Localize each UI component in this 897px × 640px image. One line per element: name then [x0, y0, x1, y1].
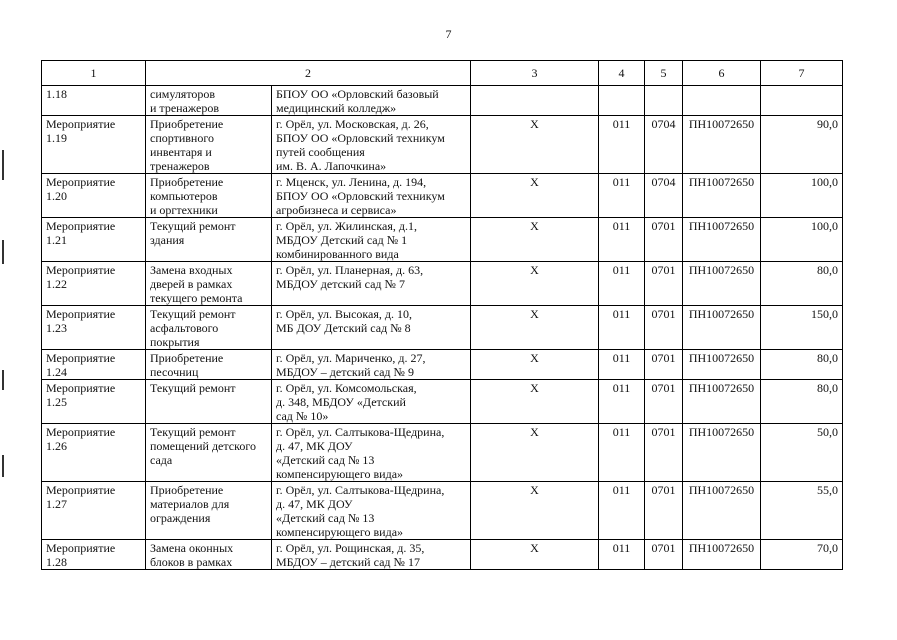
x-cell: Х [471, 218, 599, 262]
code-cell: 011 [599, 174, 645, 218]
event-name-cell: Приобретение материалов для ограждения [146, 482, 272, 540]
amount-cell: 80,0 [761, 350, 843, 380]
address-cell: г. Орёл, ул. Комсомольская, д. 348, МБДОУ «Детский сад № 10» [272, 380, 471, 424]
code-cell: 011 [599, 306, 645, 350]
address-cell: г. Орёл, ул. Жилинская, д.1, МБДОУ Детский сад № 1 комбинированного вида [272, 218, 471, 262]
table-row [42, 350, 843, 380]
event-id-cell: Мероприятие 1.23 [42, 306, 146, 350]
code-cell: 011 [599, 116, 645, 174]
table-row [42, 218, 843, 262]
column-header: 4 [599, 61, 645, 86]
section-code-cell: 0704 [645, 174, 683, 218]
event-id-cell: Мероприятие 1.25 [42, 380, 146, 424]
target-code-cell: ПН10072650 [683, 262, 761, 306]
event-id-cell: Мероприятие 1.22 [42, 262, 146, 306]
event-name-cell: Приобретение песочниц [146, 350, 272, 380]
event-name-cell: Текущий ремонт [146, 380, 272, 424]
table-header-row [42, 61, 843, 86]
amount-cell: 70,0 [761, 540, 843, 570]
code-cell [599, 86, 645, 116]
scan-mark [2, 240, 4, 264]
target-code-cell: ПН10072650 [683, 482, 761, 540]
x-cell [471, 86, 599, 116]
target-code-cell: ПН10072650 [683, 350, 761, 380]
amount-cell: 55,0 [761, 482, 843, 540]
x-cell: Х [471, 380, 599, 424]
event-name-cell: Приобретение спортивного инвентаря и тренажеров [146, 116, 272, 174]
section-code-cell: 0701 [645, 482, 683, 540]
address-cell: г. Орёл, ул. Салтыкова-Щедрина, д. 47, МК ДОУ «Детский сад № 13 компенсирующего вида» [272, 424, 471, 482]
address-cell: г. Орёл, ул. Московская, д. 26, БПОУ ОО «Орловский техникум путей сообщения им. В. А. Лапочкина» [272, 116, 471, 174]
amount-cell: 50,0 [761, 424, 843, 482]
code-cell: 011 [599, 482, 645, 540]
section-code-cell: 0701 [645, 540, 683, 570]
table-row [42, 482, 843, 540]
scan-mark [2, 150, 4, 180]
code-cell: 011 [599, 262, 645, 306]
x-cell: Х [471, 350, 599, 380]
x-cell: Х [471, 540, 599, 570]
target-code-cell: ПН10072650 [683, 424, 761, 482]
x-cell: Х [471, 424, 599, 482]
amount-cell: 100,0 [761, 174, 843, 218]
column-header: 5 [645, 61, 683, 86]
code-cell: 011 [599, 540, 645, 570]
event-name-cell: Текущий ремонт здания [146, 218, 272, 262]
event-id-cell: Мероприятие 1.24 [42, 350, 146, 380]
target-code-cell: ПН10072650 [683, 540, 761, 570]
amount-cell: 100,0 [761, 218, 843, 262]
table-row [42, 380, 843, 424]
table-row [42, 306, 843, 350]
event-name-cell: Приобретение компьютеров и оргтехники [146, 174, 272, 218]
section-code-cell: 0701 [645, 350, 683, 380]
budget-table [41, 60, 843, 570]
event-name-cell: Замена оконных блоков в рамках [146, 540, 272, 570]
column-header: 2 [146, 61, 471, 86]
column-header: 3 [471, 61, 599, 86]
scan-mark [2, 370, 4, 390]
amount-cell [761, 86, 843, 116]
column-header: 1 [42, 61, 146, 86]
address-cell: г. Мценск, ул. Ленина, д. 194, БПОУ ОО «Орловский техникум агробизнеса и сервиса» [272, 174, 471, 218]
section-code-cell: 0701 [645, 380, 683, 424]
column-header: 6 [683, 61, 761, 86]
target-code-cell: ПН10072650 [683, 306, 761, 350]
target-code-cell: ПН10072650 [683, 174, 761, 218]
amount-cell: 80,0 [761, 380, 843, 424]
x-cell: Х [471, 306, 599, 350]
address-cell: г. Орёл, ул. Высокая, д. 10, МБ ДОУ Детский сад № 8 [272, 306, 471, 350]
scan-mark [2, 455, 4, 477]
section-code-cell: 0701 [645, 262, 683, 306]
section-code-cell: 0701 [645, 424, 683, 482]
amount-cell: 150,0 [761, 306, 843, 350]
event-id-cell: Мероприятие 1.28 [42, 540, 146, 570]
amount-cell: 80,0 [761, 262, 843, 306]
event-id-cell: Мероприятие 1.19 [42, 116, 146, 174]
event-name-cell: Замена входных дверей в рамках текущего ремонта [146, 262, 272, 306]
address-cell: БПОУ ОО «Орловский базовый медицинский колледж» [272, 86, 471, 116]
page-number: 7 [445, 27, 452, 41]
address-cell: г. Орёл, ул. Салтыкова-Щедрина, д. 47, МК ДОУ «Детский сад № 13 компенсирующего вида» [272, 482, 471, 540]
address-cell: г. Орёл, ул. Планерная, д. 63, МБДОУ детский сад № 7 [272, 262, 471, 306]
table-row [42, 540, 843, 570]
code-cell: 011 [599, 350, 645, 380]
section-code-cell: 0704 [645, 116, 683, 174]
x-cell: Х [471, 116, 599, 174]
table-row [42, 424, 843, 482]
code-cell: 011 [599, 380, 645, 424]
address-cell: г. Орёл, ул. Рощинская, д. 35, МБДОУ – детский сад № 17 [272, 540, 471, 570]
event-id-cell: Мероприятие 1.26 [42, 424, 146, 482]
table-row [42, 116, 843, 174]
column-header: 7 [761, 61, 843, 86]
event-id-cell: 1.18 [42, 86, 146, 116]
x-cell: Х [471, 262, 599, 306]
event-name-cell: симуляторов и тренажеров [146, 86, 272, 116]
event-id-cell: Мероприятие 1.27 [42, 482, 146, 540]
table-row [42, 174, 843, 218]
target-code-cell [683, 86, 761, 116]
x-cell: Х [471, 174, 599, 218]
section-code-cell [645, 86, 683, 116]
event-name-cell: Текущий ремонт помещений детского сада [146, 424, 272, 482]
event-name-cell: Текущий ремонт асфальтового покрытия [146, 306, 272, 350]
section-code-cell: 0701 [645, 306, 683, 350]
code-cell: 011 [599, 218, 645, 262]
target-code-cell: ПН10072650 [683, 218, 761, 262]
target-code-cell: ПН10072650 [683, 116, 761, 174]
table-row [42, 86, 843, 116]
target-code-cell: ПН10072650 [683, 380, 761, 424]
section-code-cell: 0701 [645, 218, 683, 262]
code-cell: 011 [599, 424, 645, 482]
table-row [42, 262, 843, 306]
x-cell: Х [471, 482, 599, 540]
address-cell: г. Орёл, ул. Мариченко, д. 27, МБДОУ – детский сад № 9 [272, 350, 471, 380]
amount-cell: 90,0 [761, 116, 843, 174]
event-id-cell: Мероприятие 1.21 [42, 218, 146, 262]
event-id-cell: Мероприятие 1.20 [42, 174, 146, 218]
